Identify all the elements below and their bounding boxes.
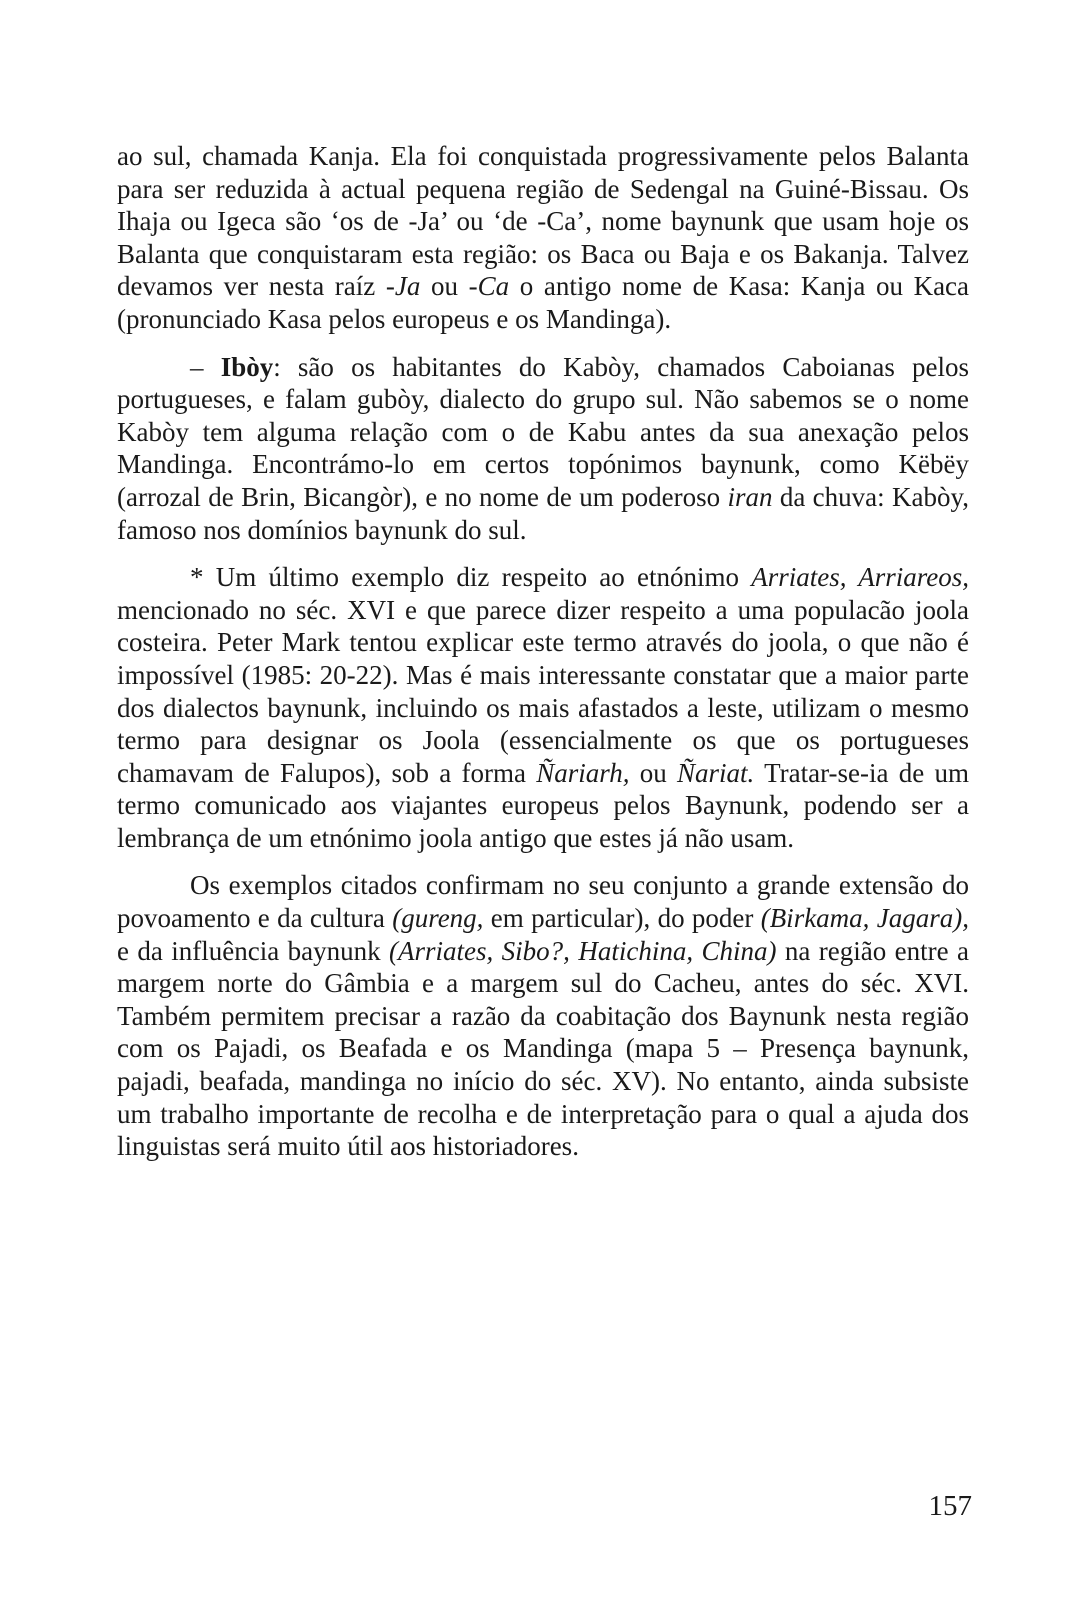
text-run: da chuva: Kabòy, famoso nos domínios baynunk do sul. — [117, 481, 969, 545]
italic-run: (gureng, — [392, 903, 484, 934]
italic-run: (Arriates, Sibo?, Hatichina, China) — [389, 935, 777, 966]
text-run: ou — [420, 271, 469, 302]
text-run: e da influência baynunk — [117, 935, 390, 966]
italic-run: Arriates, Arriareos, — [751, 562, 969, 593]
page-number: 157 — [928, 1490, 972, 1522]
text-run: mencionado no séc. XVI e que parece dizer respeito a uma populacão joola costeira. Peter Mark tentou explicar este termo através do joola, o que não é impossível (1985: 20-22). Mas é mais interessante constatar que a maior parte dos dialectos baynunk, incluindo os mais afastados a leste, utilizam o mesmo termo para designar os Joola (essencialmente os que os portugueses chamavam de Falupos), sob a forma — [117, 594, 969, 788]
paragraph-conclusion — [117, 869, 969, 1162]
text-run: – — [190, 351, 221, 382]
italic-run: -Ca — [468, 271, 510, 302]
text-run: na região entre a margem norte do Gâmbia e a margem sul do Cacheu, antes do séc. XVI. Também permitem precisar a razão da coabitação dos Baynunk nesta região com os Pajadi, os Beafada e os Mandinga (mapa 5 – Presença baynunk, pajadi, beafada, mandinga no início do séc. XV). No entanto, ainda subsiste um trabalho importante de recolha e de interpretação para o qual a ajuda dos linguistas será muito útil aos historiadores. — [117, 935, 969, 1162]
paragraph-iboy — [117, 351, 969, 547]
italic-run: (Birkama, Jagara), — [760, 903, 969, 934]
italic-run: Ñariat. — [677, 757, 755, 788]
term-heading: Ibòy — [220, 351, 274, 382]
text-run: em particular), do poder — [483, 903, 761, 934]
text-run: Os exemplos citados confirmam no seu conjunto a grande extensão do povoamento e da cultura — [117, 870, 969, 934]
italic-run: -Ja — [385, 271, 421, 302]
italic-run: Ñariarh, — [536, 757, 630, 788]
text-run: ao sul, chamada Kanja. Ela foi conquistada progressivamente pelos Balanta para ser reduzida à actual pequena região de Sedengal na Guiné-Bissau. Os Ihaja ou Igeca são ‘os de -Ja’ ou ‘de -Ca’, nome baynunk que usam hoje os Balanta que conquistaram esta região: os Baca ou Baja e os Bakanja. Talvez devamos ver nesta raíz — [117, 141, 969, 302]
paragraph-arriates — [117, 561, 969, 854]
text-run: o antigo nome de Kasa: Kanja ou Kaca (pronunciado Kasa pelos europeus e os Mandinga). — [117, 271, 970, 334]
paragraph-kanja — [117, 140, 969, 336]
text-run: * Um último exemplo diz respeito ao etnónimo — [190, 562, 752, 593]
text-run: : são os habitantes do Kabòy, chamados Caboianas pelos portugueses, e falam gubòy, dialecto do grupo sul. Não sabemos se o nome Kabòy tem alguma relação com o de Kabu antes da sua anexação pelos Mandinga. Encontrámo-lo em certos topónimos baynunk, como Këbëy (arrozal de Brin, Bicangòr), e no nome de um poderoso — [117, 351, 970, 512]
italic-run: iran — [727, 481, 773, 512]
text-run: ou — [629, 757, 678, 788]
text-run: Tratar-se-ia de um termo comunicado aos viajantes europeus pelos Baynunk, podendo ser a lembrança de um etnónimo joola antigo que estes já não usam. — [117, 757, 970, 853]
body-text — [117, 140, 969, 1163]
